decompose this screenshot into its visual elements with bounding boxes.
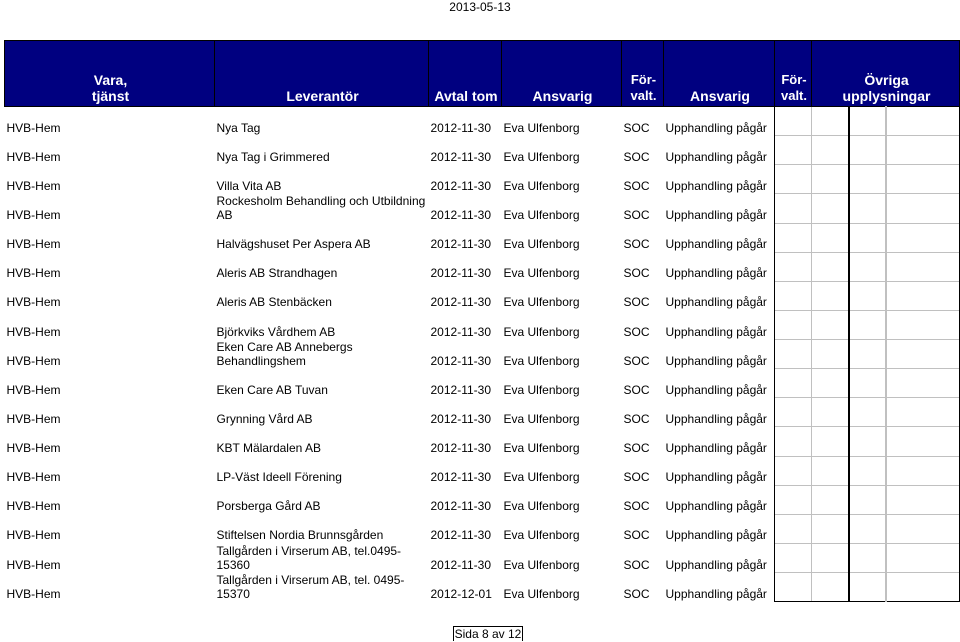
empty-cell [775, 543, 812, 572]
contract-end-cell: 2012-11-30 [430, 324, 491, 339]
status-cell: Upphandling pågår [665, 208, 767, 222]
empty-cell [886, 485, 960, 514]
supplier-cell: Nya Tag [216, 120, 261, 135]
contract-end-cell: 2012-11-30 [430, 411, 491, 426]
category-cell: HVB-Hem [6, 324, 61, 339]
page-date: 2013-05-13 [449, 0, 511, 14]
empty-cell [775, 252, 812, 281]
header-avtal-tom: Avtal tom [429, 41, 502, 107]
empty-cell [849, 281, 886, 310]
category-cell: HVB-Hem [6, 266, 61, 281]
category-cell: HVB-Hem [6, 178, 61, 193]
contract-end-cell: 2012-11-30 [430, 266, 491, 281]
empty-cell [775, 427, 812, 456]
category-cell: HVB-Hem [6, 499, 61, 514]
empty-cell [812, 485, 849, 514]
administration-cell: SOC [623, 382, 650, 397]
empty-cell [886, 398, 960, 427]
empty-cell [775, 310, 812, 339]
contract-end-cell: 2012-11-30 [430, 441, 491, 455]
contract-end-cell: 2012-12-01 [430, 586, 492, 601]
contract-end-cell: 2012-11-30 [430, 237, 491, 252]
table-row [5, 573, 960, 602]
empty-cell [812, 456, 849, 485]
empty-cell [775, 398, 812, 427]
empty-cell [775, 340, 812, 369]
status-cell: Upphandling pågår [665, 324, 767, 339]
empty-cell [886, 456, 960, 485]
supplier-cell: Porsberga Gård AB [216, 499, 321, 514]
table-row [5, 223, 960, 252]
contracts-table [4, 40, 960, 602]
empty-cell [849, 398, 886, 427]
empty-cell [886, 310, 960, 339]
empty-cell [886, 165, 960, 194]
empty-cell [812, 310, 849, 339]
header-row [5, 41, 960, 107]
empty-cell [775, 485, 812, 514]
header-ansvarig: Ansvarig [502, 41, 622, 107]
responsible-cell: Eva Ulfenborg [503, 353, 580, 368]
status-cell: Upphandling pågår [665, 441, 767, 455]
supplier-cell: Stiftelsen Nordia Brunnsgården [216, 528, 384, 543]
administration-cell: SOC [623, 149, 650, 164]
empty-cell [849, 136, 886, 165]
empty-cell [812, 136, 849, 165]
status-cell: Upphandling pågår [665, 237, 767, 252]
empty-cell [812, 107, 849, 136]
responsible-cell: Eva Ulfenborg [503, 441, 580, 455]
administration-cell: SOC [623, 324, 650, 339]
administration-cell: SOC [623, 499, 650, 514]
administration-cell: SOC [623, 470, 650, 485]
empty-cell [775, 514, 812, 543]
empty-cell [849, 165, 886, 194]
empty-cell [775, 136, 812, 165]
header-vara-tjanst: Vara, tjänst [5, 41, 215, 107]
status-cell: Upphandling pågår [665, 528, 767, 543]
empty-cell [886, 252, 960, 281]
table-row [5, 107, 960, 136]
category-cell: HVB-Hem [6, 557, 61, 572]
empty-cell [849, 543, 886, 572]
header-leverantor: Leverantör [215, 41, 429, 107]
contract-end-cell: 2012-11-30 [430, 470, 491, 485]
status-cell: Upphandling pågår [665, 411, 767, 426]
category-cell: HVB-Hem [6, 237, 61, 252]
category-cell: HVB-Hem [6, 149, 61, 164]
responsible-cell: Eva Ulfenborg [503, 178, 580, 193]
empty-cell [849, 107, 886, 136]
responsible-cell: Eva Ulfenborg [503, 324, 580, 339]
supplier-cell: Grynning Vård AB [216, 411, 313, 426]
supplier-cell: Rockesholm Behandling och Utbildning AB [216, 194, 426, 222]
status-cell: Upphandling pågår [665, 382, 767, 397]
category-cell: HVB-Hem [6, 120, 61, 135]
empty-cell [849, 573, 886, 602]
status-cell: Upphandling pågår [665, 586, 767, 601]
empty-cell [886, 543, 960, 572]
empty-cell [886, 514, 960, 543]
administration-cell: SOC [623, 441, 650, 455]
supplier-cell: Nya Tag i Grimmered [216, 149, 330, 164]
category-cell: HVB-Hem [6, 295, 61, 310]
status-cell: Upphandling pågår [665, 149, 767, 164]
empty-cell [775, 194, 812, 223]
empty-cell [775, 223, 812, 252]
empty-cell [775, 456, 812, 485]
empty-cell [886, 573, 960, 602]
responsible-cell: Eva Ulfenborg [503, 586, 580, 601]
contract-end-cell: 2012-11-30 [430, 208, 491, 222]
supplier-cell: Halvägshuset Per Aspera AB [216, 237, 371, 252]
empty-cell [812, 543, 849, 572]
empty-cell [812, 223, 849, 252]
table-row [5, 136, 960, 165]
supplier-cell: Björkviks Vårdhem AB [216, 324, 336, 339]
category-cell: HVB-Hem [6, 382, 61, 397]
empty-cell [812, 398, 849, 427]
empty-cell [812, 281, 849, 310]
contract-end-cell: 2012-11-30 [430, 120, 491, 135]
status-cell: Upphandling pågår [665, 353, 767, 368]
table-row [5, 543, 960, 572]
empty-cell [886, 427, 960, 456]
responsible-cell: Eva Ulfenborg [503, 528, 580, 543]
status-cell: Upphandling pågår [665, 178, 767, 193]
table-row [5, 194, 960, 223]
table-row [5, 310, 960, 339]
empty-cell [886, 194, 960, 223]
table-row [5, 485, 960, 514]
administration-cell: SOC [623, 208, 650, 222]
administration-cell: SOC [623, 528, 650, 543]
responsible-cell: Eva Ulfenborg [503, 411, 580, 426]
empty-cell [886, 281, 960, 310]
administration-cell: SOC [623, 586, 650, 601]
administration-cell: SOC [623, 411, 650, 426]
empty-cell [849, 514, 886, 543]
contract-end-cell: 2012-11-30 [430, 295, 491, 310]
responsible-cell: Eva Ulfenborg [503, 149, 580, 164]
empty-cell [812, 573, 849, 602]
header-ansvarig-2: Ansvarig [664, 41, 775, 107]
supplier-cell: Tallgården i Virserum AB, tel.0495-15360 [216, 543, 402, 572]
responsible-cell: Eva Ulfenborg [503, 557, 580, 572]
responsible-cell: Eva Ulfenborg [503, 237, 580, 252]
category-cell: HVB-Hem [6, 470, 61, 485]
category-cell: HVB-Hem [6, 586, 61, 601]
table-row [5, 281, 960, 310]
administration-cell: SOC [623, 237, 650, 252]
status-cell: Upphandling pågår [665, 499, 767, 514]
table-row [5, 398, 960, 427]
supplier-cell: Tallgården i Virserum AB, tel. 0495-15370 [216, 572, 405, 601]
supplier-cell: KBT Mälardalen AB [216, 441, 322, 455]
table-row [5, 514, 960, 543]
administration-cell: SOC [623, 266, 650, 281]
table-row [5, 369, 960, 398]
status-cell: Upphandling pågår [665, 120, 767, 135]
contract-end-cell: 2012-11-30 [430, 149, 491, 164]
supplier-cell: Eken Care AB Tuvan [216, 382, 328, 397]
empty-cell [886, 369, 960, 398]
empty-cell [812, 340, 849, 369]
responsible-cell: Eva Ulfenborg [503, 208, 580, 222]
empty-cell [849, 252, 886, 281]
empty-cell [849, 427, 886, 456]
header-forvalt-2: För- valt. [775, 41, 812, 107]
contract-end-cell: 2012-11-30 [430, 353, 491, 368]
empty-cell [812, 165, 849, 194]
category-cell: HVB-Hem [6, 353, 61, 368]
empty-cell [849, 485, 886, 514]
header-forvalt: För- valt. [622, 41, 664, 107]
contract-end-cell: 2012-11-30 [430, 178, 491, 193]
status-cell: Upphandling pågår [665, 470, 767, 485]
contract-end-cell: 2012-11-30 [430, 499, 491, 514]
empty-cell [812, 369, 849, 398]
responsible-cell: Eva Ulfenborg [503, 120, 580, 135]
empty-cell [812, 252, 849, 281]
empty-cell [775, 281, 812, 310]
table-row [5, 252, 960, 281]
administration-cell: SOC [623, 120, 650, 135]
category-cell: HVB-Hem [6, 441, 61, 455]
empty-cell [849, 310, 886, 339]
empty-cell [849, 456, 886, 485]
responsible-cell: Eva Ulfenborg [503, 470, 580, 485]
category-cell: HVB-Hem [6, 411, 61, 426]
empty-cell [849, 223, 886, 252]
supplier-cell: Eken Care AB Annebergs Behandlingshem [216, 339, 353, 368]
header-ovriga-upplysningar: Övriga upplysningar [812, 41, 960, 107]
administration-cell: SOC [623, 353, 650, 368]
supplier-cell: Aleris AB Strandhagen [216, 266, 338, 281]
empty-cell [812, 514, 849, 543]
empty-cell [849, 340, 886, 369]
empty-cell [775, 369, 812, 398]
contract-end-cell: 2012-11-30 [430, 382, 491, 397]
responsible-cell: Eva Ulfenborg [503, 382, 580, 397]
supplier-cell: Villa Vita AB [216, 178, 282, 193]
empty-cell [886, 136, 960, 165]
table-row [5, 427, 960, 456]
table-row [5, 456, 960, 485]
empty-cell [775, 107, 812, 136]
status-cell: Upphandling pågår [665, 557, 767, 572]
empty-cell [886, 223, 960, 252]
contract-end-cell: 2012-11-30 [430, 557, 491, 572]
responsible-cell: Eva Ulfenborg [503, 266, 580, 281]
empty-cell [849, 194, 886, 223]
responsible-cell: Eva Ulfenborg [503, 499, 580, 514]
category-cell: HVB-Hem [6, 208, 61, 222]
empty-cell [775, 573, 812, 602]
category-cell: HVB-Hem [6, 528, 61, 543]
status-cell: Upphandling pågår [665, 266, 767, 281]
status-cell: Upphandling pågår [665, 295, 767, 310]
administration-cell: SOC [623, 557, 650, 572]
empty-cell [849, 369, 886, 398]
supplier-cell: Aleris AB Stenbäcken [216, 295, 332, 310]
table-row [5, 340, 960, 369]
empty-cell [812, 194, 849, 223]
responsible-cell: Eva Ulfenborg [503, 295, 580, 310]
administration-cell: SOC [623, 295, 650, 310]
table-row [5, 165, 960, 194]
supplier-cell: LP-Väst Ideell Förening [216, 470, 342, 485]
empty-cell [886, 340, 960, 369]
contract-end-cell: 2012-11-30 [430, 528, 491, 543]
empty-cell [812, 427, 849, 456]
empty-cell [775, 165, 812, 194]
empty-cell [886, 107, 960, 136]
page-footer: Sida 8 av 12 [454, 627, 522, 641]
table-body [5, 107, 960, 602]
administration-cell: SOC [623, 178, 650, 193]
